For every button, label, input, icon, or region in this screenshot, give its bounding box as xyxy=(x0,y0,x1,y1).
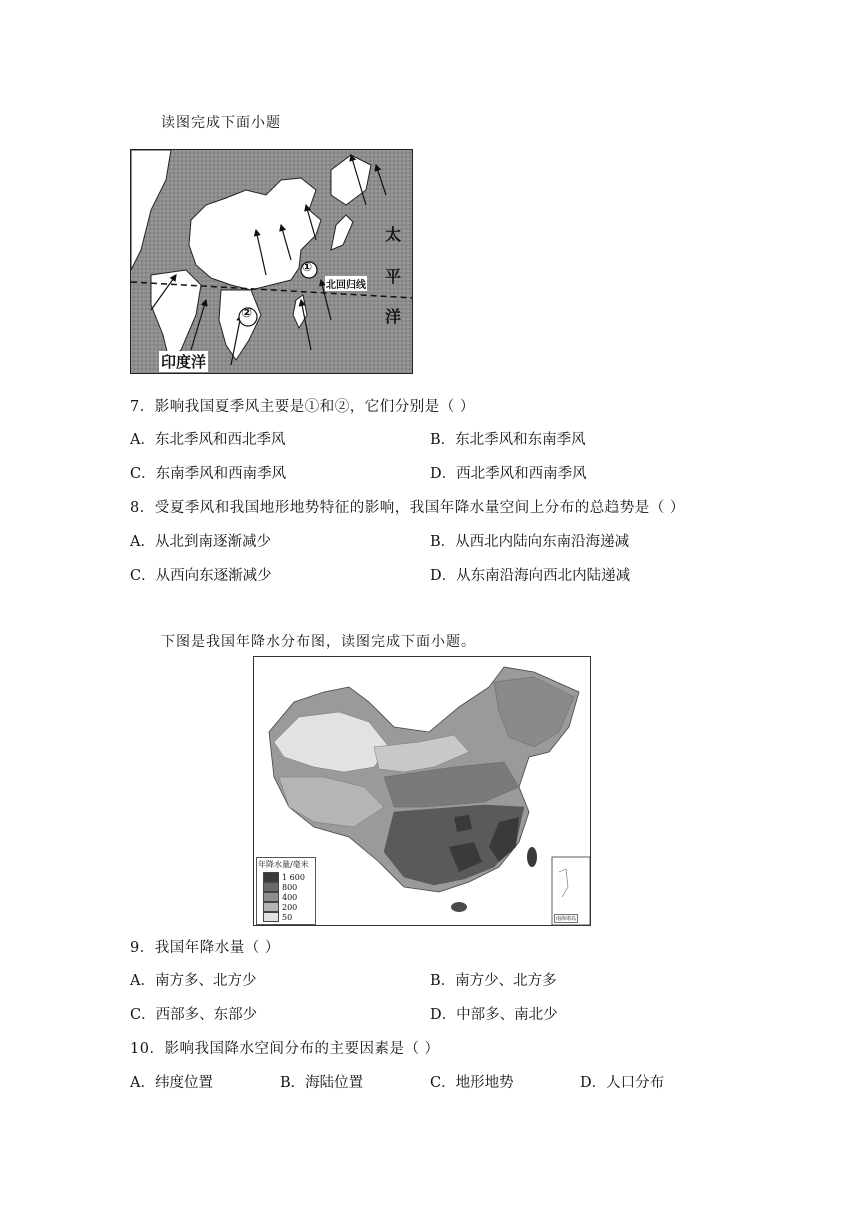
section2-intro: 下图是我国年降水分布图，读图完成下面小题。 xyxy=(161,634,476,650)
q7-option-c[interactable]: C．东南季风和西南季风 xyxy=(130,466,287,482)
q10-stem: 10．影响我国降水空间分布的主要因素是（ ） xyxy=(130,1041,440,1057)
legend-swatch xyxy=(263,872,279,882)
legend-swatch xyxy=(263,912,279,922)
q9-option-d[interactable]: D．中部多、南北少 xyxy=(430,1007,558,1023)
legend-label: 400 xyxy=(282,892,298,902)
ocean-label-1: 太 xyxy=(385,225,402,244)
q7-option-a[interactable]: A．东北季风和西北季风 xyxy=(130,432,286,448)
indian-ocean-label: 印度洋 xyxy=(161,353,207,371)
q8-option-b[interactable]: B．从西北内陆向东南沿海递减 xyxy=(430,534,630,550)
legend-item xyxy=(257,902,315,912)
monsoon-map xyxy=(130,149,413,374)
legend-label: 200 xyxy=(282,902,298,912)
legend-label: 800 xyxy=(282,882,298,892)
precip-legend xyxy=(256,857,316,925)
precipitation-map xyxy=(253,656,591,926)
q8-stem: 8．受夏季风和我国地形地势特征的影响，我国年降水量空间上分布的总趋势是（ ） xyxy=(130,500,685,516)
legend-item xyxy=(257,882,315,892)
q10-option-a[interactable]: A．纬度位置 xyxy=(130,1075,213,1091)
q8-option-d[interactable]: D．从东南沿海向西北内陆递减 xyxy=(430,568,631,584)
legend-swatch xyxy=(263,902,279,912)
legend-swatch xyxy=(263,882,279,892)
section1-intro: 读图完成下面小题 xyxy=(161,115,281,131)
legend-item xyxy=(257,872,315,882)
q7-stem: 7．影响我国夏季风主要是①和②，它们分别是（ ） xyxy=(130,399,475,415)
legend-item xyxy=(257,912,315,922)
legend-item xyxy=(257,892,315,902)
q10-option-c[interactable]: C．地形地势 xyxy=(430,1075,514,1091)
legend-label: 50 xyxy=(282,912,293,922)
legend-label: 1 600 xyxy=(282,872,305,882)
q8-option-a[interactable]: A．从北到南逐渐减少 xyxy=(130,534,271,550)
ocean-label-3: 洋 xyxy=(385,307,402,326)
q9-option-b[interactable]: B．南方少、北方多 xyxy=(430,973,557,989)
q10-option-d[interactable]: D．人口分布 xyxy=(580,1075,665,1091)
q9-option-c[interactable]: C．西部多、东部少 xyxy=(130,1007,258,1023)
inset-label: 南海诸岛 xyxy=(556,916,577,922)
legend-swatch xyxy=(263,892,279,902)
marker-1: ① xyxy=(302,260,313,274)
legend-title: 年降水量/毫米 xyxy=(258,860,309,869)
q8-option-c[interactable]: C．从西向东逐渐减少 xyxy=(130,568,272,584)
ocean-label-2: 平 xyxy=(385,267,402,286)
legend-items xyxy=(257,872,315,922)
q10-option-b[interactable]: B．海陆位置 xyxy=(280,1075,364,1091)
q9-stem: 9．我国年降水量（ ） xyxy=(130,940,280,956)
marker-2: ② xyxy=(241,306,253,321)
q7-option-b[interactable]: B．东北季风和东南季风 xyxy=(430,432,586,448)
q9-option-a[interactable]: A．南方多、北方少 xyxy=(130,973,257,989)
tropic-label: 北回归线 xyxy=(325,276,367,291)
q7-option-d[interactable]: D．西北季风和西南季风 xyxy=(430,466,587,482)
